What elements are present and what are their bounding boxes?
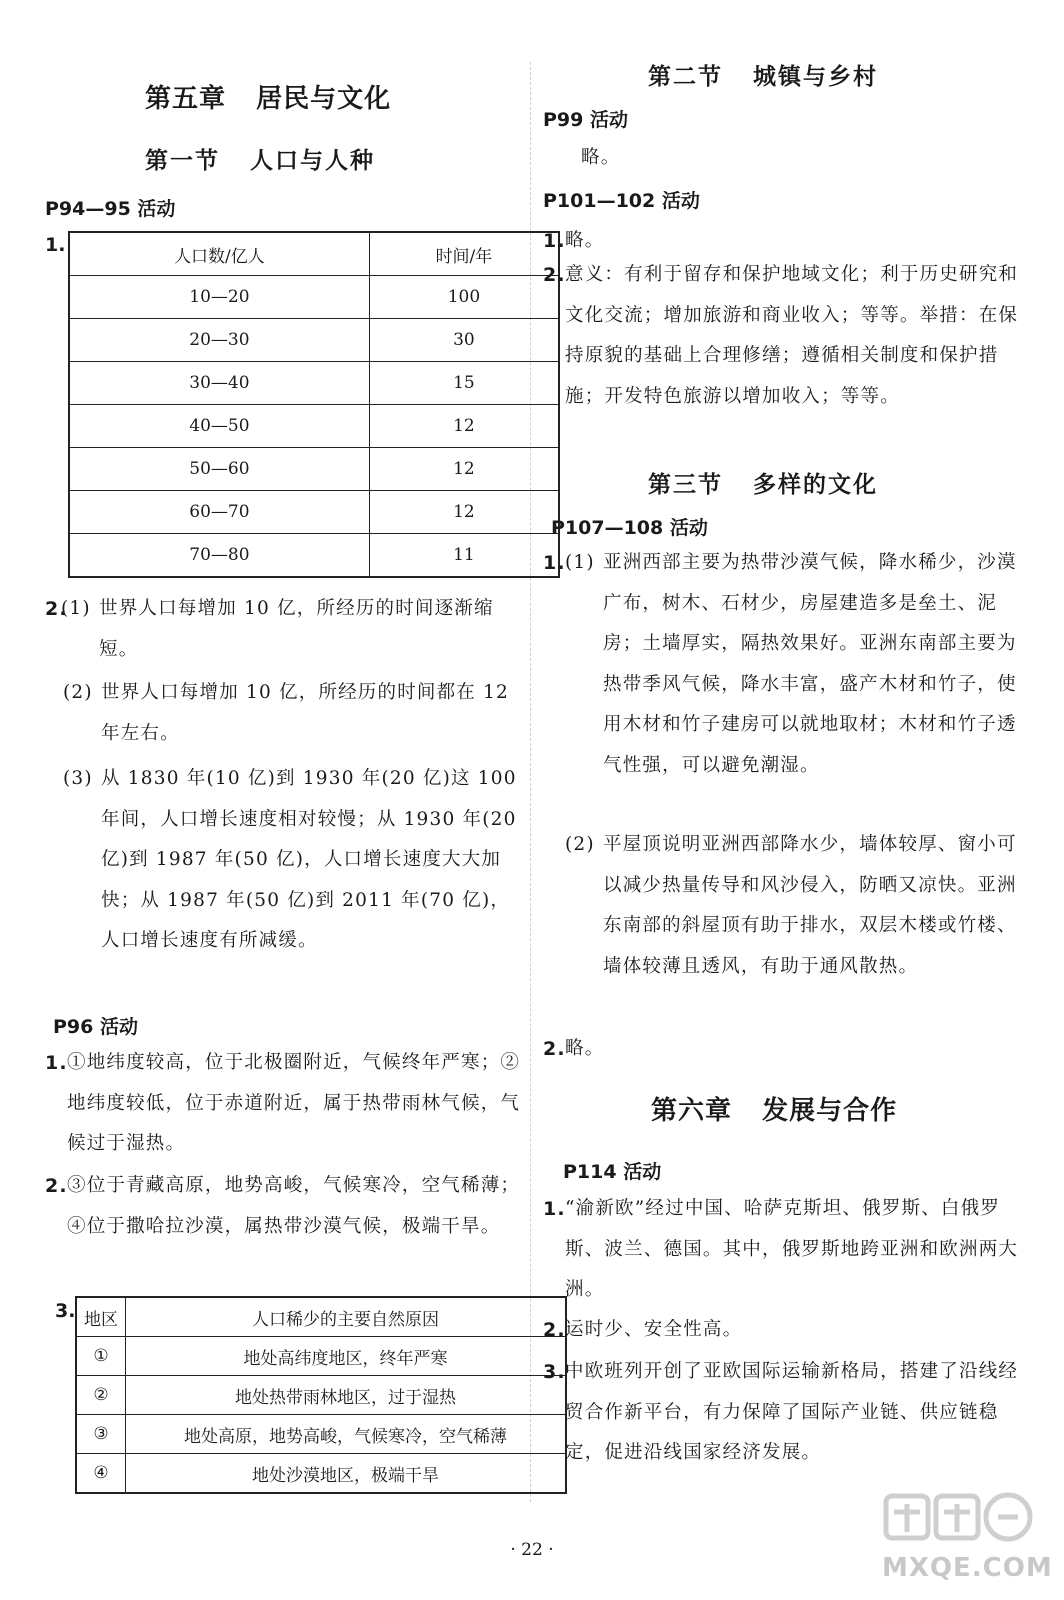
p107-question-2 [543,1029,1023,1070]
answer-2-2-text: 世界人口每增加 10 亿，所经历的时间都在 12 年左右。 [101,682,510,744]
p107-answer-1-1 [565,543,1023,786]
page-number: · 22 · [510,1540,554,1560]
p114-answer-3-text: 中欧班列开创了亚欧国际运输新格局，搭建了沿线经贸合作新平台，有力保障了国际产业链、供应链稳定，促进沿线国家经济发展。 [565,1361,1019,1463]
p107-answer-1-1-text: 亚洲西部主要为热带沙漠气候，降水稀少，沙漠广布，树木、石材少，房屋建造多是垒土、泥房；土墙厚实，隔热效果好。亚洲东南部主要为热带季风气候，降水丰富，盛产木材和竹子，使用木材和竹子建房可以就地取材；木材和竹子透气性强，可以避免潮湿。 [603,552,1017,776]
chapter-6-title: 第六章 发展与合作 [651,1096,898,1126]
watermark-url: MXQE.COM [882,1553,1053,1583]
section-2-title: 第二节 城镇与乡村 [648,64,879,90]
p114-answer-1-text: “渝新欧”经过中国、哈萨克斯坦、俄罗斯、白俄罗斯、波兰、德国。其中，俄罗斯地跨亚洲和欧洲两大洲。 [565,1198,1019,1300]
p101-answer-2-text: 意义：有利于留存和保护地域文化；利于历史研究和文化交流；增加旅游和商业收入；等等。举措：在保持原貌的基础上合理修缮；遵循相关制度和保护措施；开发特色旅游以增加收入；等等。 [565,264,1019,407]
p96-question-2-number: 2. [45,1175,68,1197]
answer-2-2-label: (2) [63,682,93,703]
table-cell: 12 [369,448,559,491]
table-header-row [69,232,559,276]
p114-question-3-number: 3. [543,1361,566,1383]
table-row [69,319,559,362]
p114-question-2 [543,1310,1023,1351]
table-cell: 15 [369,362,559,405]
table-cell: 60—70 [69,491,369,534]
p114-question-1-number: 1. [543,1198,566,1220]
table-cell: 10—20 [69,276,369,319]
table-cell: ③ [76,1415,126,1454]
p99-answer-text: 略。 [581,147,621,168]
table-cell: 30—40 [69,362,369,405]
table-header-cell: 人口稀少的主要自然原因 [126,1297,567,1337]
p101-answer-1-text: 略。 [565,230,605,251]
p96-question-3-number: 3. [55,1300,76,1322]
table-cell: 30 [369,319,559,362]
p107-answer-1-2 [565,825,1023,987]
question-2-number: 2. [45,598,68,620]
table-row [76,1415,566,1454]
table-cell: 40—50 [69,405,369,448]
section-1-title: 第一节 人口与人种 [145,148,376,174]
answer-2-1-text: 世界人口每增加 10 亿，所经历的时间逐渐缩短。 [99,598,494,660]
table-row [69,276,559,319]
p107-question-2-number: 2. [543,1038,566,1060]
p107-answer-2-text: 略。 [565,1038,605,1059]
answer-2-2 [63,673,523,754]
sparse-population-table [75,1296,567,1494]
answer-2-1-label: (1) [61,598,91,619]
table-row [69,405,559,448]
p107-answer-1-2-text: 平屋顶说明亚洲西部降水少，墙体较厚、窗小可以减少热量传导和风沙侵入，防晒又凉快。亚洲东南部的斜屋顶有助于排水，双层木楼或竹楼、墙体较薄且透风，有助于通风散热。 [603,834,1017,977]
activity-heading-p94: P94—95 活动 [45,198,176,220]
table-row [69,491,559,534]
population-time-table [68,231,560,578]
table-row [76,1337,566,1376]
p107-answer-1-1-label: (1) [565,552,595,573]
p101-question-2-number: 2. [543,264,566,286]
table-header-row [76,1297,566,1337]
p96-question-2 [45,1166,523,1247]
table-cell: 地处高原，地势高峻，气候寒冷，空气稀薄 [126,1415,567,1454]
table-header-cell: 时间/年 [369,232,559,276]
table-cell: ④ [76,1454,126,1494]
table-cell: 50—60 [69,448,369,491]
answer-2-3-label: (3) [63,768,93,789]
p96-question-1-number: 1. [45,1052,68,1074]
table-row [76,1376,566,1415]
table-cell: ② [76,1376,126,1415]
table-cell: 70—80 [69,534,369,578]
p114-question-3 [543,1352,1023,1474]
table-row [69,534,559,578]
chapter-5-title: 第五章 居民与文化 [145,84,392,114]
activity-heading-p96: P96 活动 [53,1016,138,1038]
table-row [69,362,559,405]
activity-heading-p99: P99 活动 [543,109,628,131]
activity-heading-p114: P114 活动 [563,1161,662,1183]
p96-answer-2-text: ③位于青藏高原，地势高峻，气候寒冷，空气稀薄；④位于撒哈拉沙漠，属热带沙漠气候，极端干旱。 [67,1175,521,1237]
activity-heading-p101: P101—102 活动 [543,190,700,212]
answer-2-3-text: 从 1830 年(10 亿)到 1930 年(20 亿)这 100 年间，人口增长速度相对较慢；从 1930 年(20 亿)到 1987 年(50 亿)，人口增长速度大大加快；从 1987 年(50 亿)到 2011 年(70 亿)，人口增长速度有所减缓。 [101,768,517,951]
p114-answer-2-text: 运时少、安全性高。 [565,1319,743,1340]
p107-question-1-number: 1. [543,552,566,574]
p114-question-2-number: 2. [543,1319,566,1341]
table-cell: 100 [369,276,559,319]
table-cell: 11 [369,534,559,578]
activity-heading-p107: P107—108 活动 [551,517,708,539]
table-row [69,448,559,491]
table-cell: 地处热带雨林地区，过于湿热 [126,1376,567,1415]
p96-question-1 [45,1043,523,1165]
table-cell: 地处沙漠地区，极端干旱 [126,1454,567,1494]
p114-question-1 [543,1189,1023,1311]
answer-2-3 [63,759,523,962]
p96-answer-1-text: ①地纬度较高，位于北极圈附近，气候终年严寒；②地纬度较低，位于赤道附近，属于热带雨林气候，气候过于湿热。 [67,1052,521,1154]
p101-question-1-number: 1. [543,230,566,252]
table-cell: ① [76,1337,126,1376]
table-cell: 12 [369,405,559,448]
table-cell: 地处高纬度地区，终年严寒 [126,1337,567,1376]
table-header-cell: 地区 [76,1297,126,1337]
table-header-cell: 人口数/亿人 [69,232,369,276]
answer-2-1 [61,589,523,670]
section-3-title: 第三节 多样的文化 [648,472,879,498]
p101-question-2 [543,255,1023,417]
table-cell: 20—30 [69,319,369,362]
table-cell: 12 [369,491,559,534]
p107-answer-1-2-label: (2) [565,834,595,855]
question-1-number: 1. [45,234,66,256]
table-row [76,1454,566,1494]
